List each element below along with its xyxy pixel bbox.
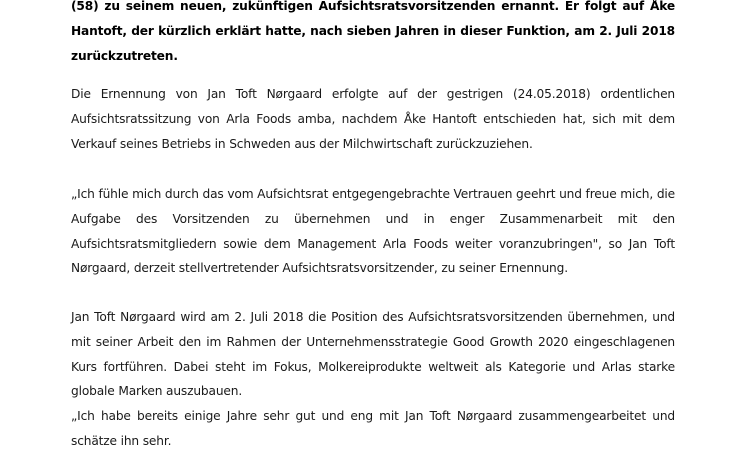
body-paragraph-appointment: Die Ernennung von Jan Toft Nørgaard erfolgte auf der gestrigen (24.05.2018) ordentlichen Aufsichtsratssitzung von Arla Foods amba, nachdem Åke Hantoft entschieden hat, sich mit dem Verkauf seines Betriebs in Schweden aus der Milchwirtschaft zurückzuziehen. <box>71 87 675 151</box>
body-paragraph-strategy: Jan Toft Nørgaard wird am 2. Juli 2018 die Position des Aufsichtsratsvorsitzenden übernehmen, und mit seiner Arbeit den im Rahmen der Unternehmensstrategie Good Growth 2020 eingeschlagenen Kurs fortführen. Dabei steht im Fokus, Molkereiprodukte weltweit als Kategorie und Arlas starke globale Marken auszubauen. <box>71 310 675 399</box>
body-paragraph-second-quote: „Ich habe bereits einige Jahre sehr gut und eng mit Jan Toft Nørgaard zusammengearbeitet und schätze ihn sehr. <box>71 409 675 448</box>
body-paragraph-quote: „Ich fühle mich durch das vom Aufsichtsrat entgegengebrachte Vertrauen geehrt und freue mich, die Aufgabe des Vorsitzenden zu übernehmen und in enger Zusammenarbeit mit den Aufsichtsratsmitgliedern sowie dem Management Arla Foods weiter voranzubringen", so Jan Toft Nørgaard, derzeit stellvertretender Aufsichtsratsvorsitzender, zu seiner Ernennung. <box>71 187 675 276</box>
lead-paragraph: (58) zu seinem neuen, zukünftigen Aufsichtsratsvorsitzenden ernannt. Er folgt auf Åke Hantoft, der kürzlich erklärt hatte, nach sieben Jahren in dieser Funktion, am 2. Juli 2018 zurückzutreten. <box>71 0 675 63</box>
